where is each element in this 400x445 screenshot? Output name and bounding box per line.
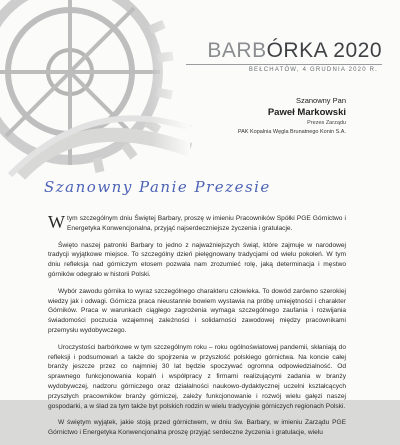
event-place-date: BEŁCHATÓW, 4 GRUDNIA 2020 R. xyxy=(248,67,378,73)
body-paragraph: W świętym wyjątek, jakie stoją przed górnictwem, w dniu św. Barbary, w imieniu Zarządu PGE Górnictwo i Energetyka Konwencjonalna proszę przyjąć serdeczne życzenia i gratulacje, wielu xyxy=(48,419,346,437)
addressee-name: Paweł Markowski xyxy=(267,107,346,118)
drop-cap: W xyxy=(48,212,65,232)
body-paragraph: Święto naszej patronki Barbary to jedno z najważniejszych świąt, które zajmuje w narodowej tradycji wyjątkowe miejsce. To szczególny dzień pielęgnowany tradycjami od wielu pokoleń. W tym dniu refleksja nad górniczym etosem pozwala nam zrozumieć rolę, jaką determinacja i męstwo górników odegrało w historii Polski. xyxy=(48,241,346,278)
event-title-part1: BARB xyxy=(207,39,267,62)
event-title xyxy=(207,40,382,61)
addressee-block xyxy=(238,95,346,136)
excavator-wheel-illustration xyxy=(0,0,190,175)
body-paragraph xyxy=(48,214,346,234)
handwritten-salutation: Szanowny Panie Prezesie xyxy=(44,178,271,196)
addressee-organization: PAK Kopalnia Węgla Brunatnego Konin S.A. xyxy=(237,129,346,135)
letter-body xyxy=(48,214,346,445)
paragraph-text: tym szczególnym dniu Świętej Barbary, proszę w imieniu Pracowników Spółki PGE Górnictwo i Energetyka Konwencjonalna, przyjąć najserdeczniejsze życzenia i gratulacje. xyxy=(67,215,346,232)
event-title-part2: ÓRKA 2020 xyxy=(266,39,382,62)
header-divider xyxy=(186,64,382,65)
addressee-greeting: Szanowny Pan xyxy=(295,96,346,105)
body-paragraph: Wybór zawodu górnika to wyraz szczególnego charakteru człowieka. To dowód zarówno szerokiej wiedzy jak i odwagi. Górnicza praca nieustannie bowiem wystawia na próbę umiejętności i charakter Górników. Praca w warunkach ciągłego zagrożenia wymaga szczególnego zaufania i rozwijania świadomości poczucia wzajemnej zależności i solidarności zawodowej między pracownikami przemysłu wydobywczego. xyxy=(48,287,346,334)
body-paragraph: Uroczystości barbórkowe w tym szczególnym roku – roku ogólnoświatowej pandemii, skłaniają do refleksji i podsumowań a także do spojrzenia w przyszłość polskiego górnictwa. Na koncie całej branży jeszcze przez co najmniej 30 lat będzie spoczywać ogromna odpowiedzialność. Od sprawnego funkcjonowania kopalń i współpracy z firmami realizującymi zadania w branży wydobywczej, nadzoru górniczego oraz działalności naukowo-dydaktycznej uczelni kształcących przyszłych pracowników branży górniczej, zależy funkcjonowanie i rozwój wielu gałęzi naszej gospodarki, a w ślad za tym także byt polskich rodzin w wielu tradycyjnie górniczych regionach Polski. xyxy=(48,343,346,410)
addressee-title: Prezes Zarządu xyxy=(307,120,346,126)
